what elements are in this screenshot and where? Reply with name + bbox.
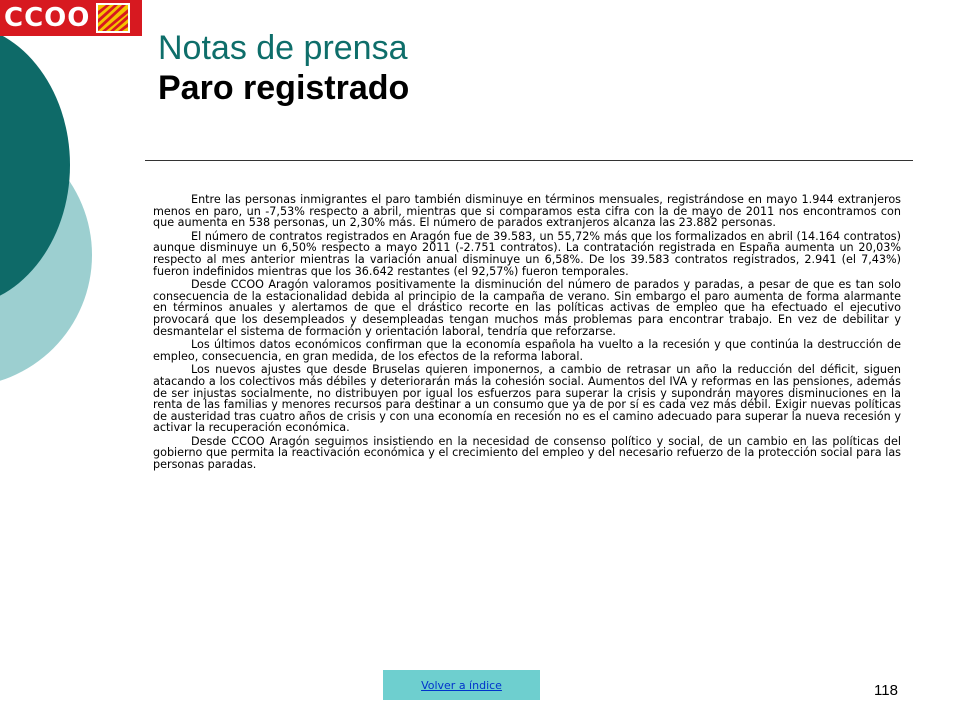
paragraph: Entre las personas inmigrantes el paro también disminuye en términos mensuales, registrándose en mayo 1.944 extranjeros menos en paro, un -7,53% respecto a abril, mientras que si comparamos esta cifra con la de mayo de 2011 nos encontramos con que aumenta en 538 personas, un 2,30% más. El número de parados extranjeros alcanza las 23.882 personas. — [153, 193, 901, 230]
title-divider — [145, 160, 913, 161]
paragraph: Los últimos datos económicos confirman que la economía española ha vuelto a la recesión y que continúa la destrucción de empleo, consecuencia, en gran medida, de los efectos de la reforma laboral. — [153, 338, 901, 363]
paragraph: Desde CCOO Aragón seguimos insistiendo en la necesidad de consenso político y social, de un cambio en las políticas del gobierno que permita la reactivación económica y el crecimiento del empleo y del necesario refuerzo de la protección social para las personas paradas. — [153, 434, 901, 472]
page-title: Notas de prensa — [158, 29, 408, 67]
paragraph: Los nuevos ajustes que desde Bruselas quieren imponernos, a cambio de retrasar un año la reducción del déficit, siguen atacando a los colectivos más débiles y deteriorarán más la cohesión social. Aumentos del IVA y reformas en las pensiones, además de ser injustas socialmente, no distribuyen por igual los esfuerzos para superar la crisis y supondrán mayores disminuciones en la renta de las familias y menores recursos para destinar a un consumo que ya de por sí es cada vez más débil. Exigir nuevas políticas de austeridad tras cuatro años de crisis y con una economía en recesión no es el camino adecuado para superar la nueva recesión y activar la recuperación económica. — [153, 363, 901, 435]
title-area — [158, 28, 409, 108]
ccoo-logo — [0, 0, 142, 36]
logo-text: CCOO — [4, 3, 91, 33]
page-subtitle: Paro registrado — [158, 69, 410, 107]
back-to-index-button[interactable]: Volver a índice — [383, 670, 540, 700]
decorative-circles — [0, 0, 140, 720]
page-number: 118 — [874, 682, 898, 699]
paragraph: Desde CCOO Aragón valoramos positivamente la disminución del número de parados y paradas, a pesar de que es tan solo consecuencia de la estacionalidad debida al principio de la campaña de verano. Sin embargo el paro aumenta de forma alarmante en términos anuales y alertamos de que el drástico recorte en las políticas activas de empleo que ha efectuado el ejecutivo provocará que los desempleados y desempleadas tengan muchos más problemas para encontrar trabajo. En vez de debilitar y desmantelar el sistema de formación y orientación laboral, tendría que reforzarse. — [153, 278, 901, 338]
press-release-body — [153, 194, 901, 473]
decorative-side-shapes — [0, 0, 140, 720]
paragraph: El número de contratos registrados en Aragón fue de 39.583, un 55,72% más que los formalizados en abril (14.164 contratos) aunque disminuye un 6,50% respecto a mayo 2011 (-2.751 contratos). La contratación registrada en España aumenta un 20,03% respecto al mes anterior mientras la variación anual disminuye un 6,58%. De los 39.583 contratos registrados, 2.941 (el 7,43%) fueron indefinidos mientras que los 36.642 restantes (el 92,57%) fueron temporales. — [153, 229, 901, 278]
aragon-flag-icon — [96, 3, 130, 33]
